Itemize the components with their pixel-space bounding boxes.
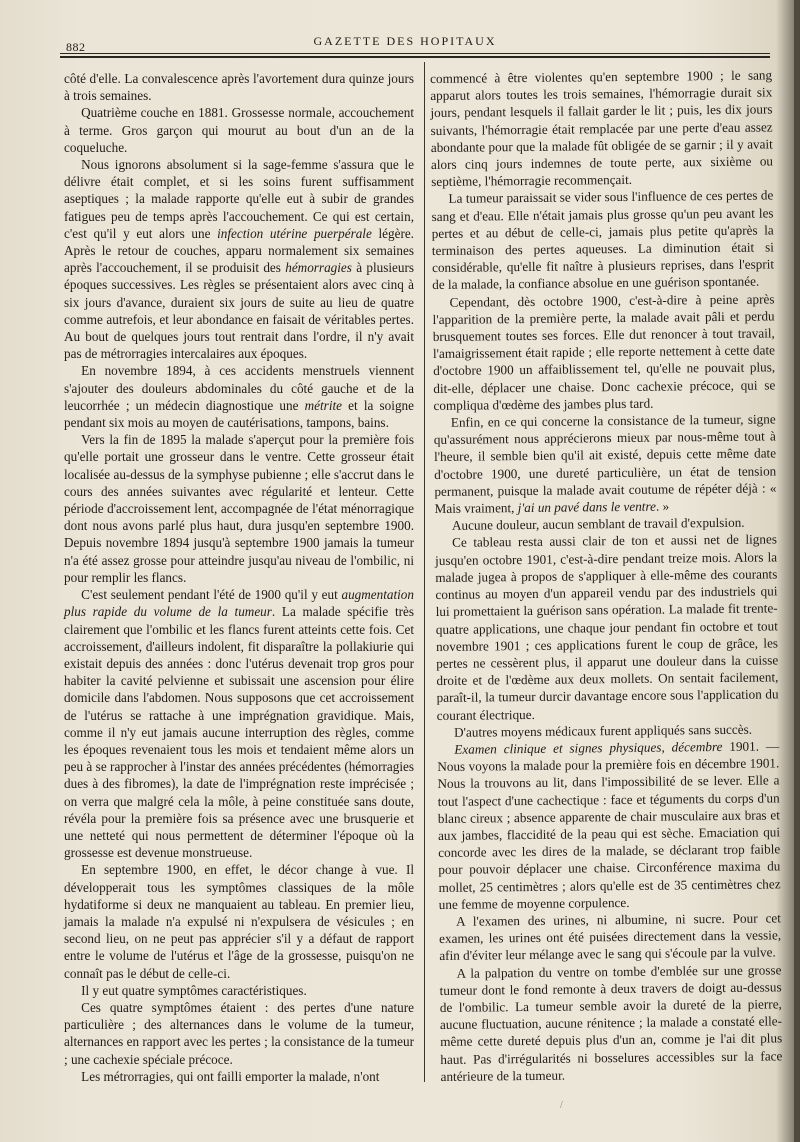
header-rule-thick — [60, 56, 770, 58]
running-title: GAZETTE DES HOPITAUX — [313, 34, 497, 48]
section-heading-italic: Examen clinique et signes physiques, décembre — [454, 738, 723, 757]
italic-term: infection utérine puerpérale — [217, 225, 372, 241]
paragraph: En novembre 1894, à ces accidents menstruels viennent s'ajouter des douleurs abdominales du côté gauche et de la leucorrhée ; un médecin diagnostique une métrite et la soigne pendant six mois au moyen de cautérisations, tampons, bains. — [64, 363, 414, 431]
italic-term: métrite — [304, 397, 342, 413]
paragraph: Quatrième couche en 1881. Grossesse normale, accouchement à terme. Gros garçon qui mourut au bout d'un an de la coqueluche. — [64, 105, 414, 155]
paragraph: Ces quatre symptômes étaient : des pertes d'une nature particulière ; des alternances dans le volume de la tumeur, alternances en rapport avec les pertes ; la consistance de la tumeur ; une cachexie spéciale précoce. — [64, 999, 414, 1067]
page-number: 882 — [66, 40, 86, 54]
paragraph: côté d'elle. La convalescence après l'avortement dura quinze jours à trois semaines. — [64, 71, 414, 104]
paragraph: Vers la fin de 1895 la malade s'aperçut pour la première fois qu'elle portait une grosseur dans le ventre. Cette grosseur était localisée au-dessus de la symphyse pubienne ; elle s'accrut dans le cours des années suivantes avec régularité et lenteur. Cette période d'accroissement lent, accompagnée de l'état ménorragique dont nous avons parlé plus haut, dura jusqu'en septembre 1900. Depuis novembre 1894 jusqu'à septembre 1900 jamais la tumeur n'a été assez grosse pour atteindre jusqu'au niveau de l'ombilic, ni pour remplir les flancs. — [64, 432, 414, 585]
paragraph: Cependant, dès octobre 1900, c'est-à-dire à peine après l'apparition de la première perte, la malade avait pâli et perdu brusquement toutes ses forces. Elle dut renoncer à tout travail, l'amaigrissement était rapide ; elle reporte nettement à cette date d'octobre 1900 un affaiblissement tel, qu'elle ne pouvait plus, dit-elle, déplacer une chaise. Donc cachexie précoce, qui se compliqua d'œdème des jambes plus tard. — [432, 291, 776, 413]
paragraph: Examen clinique et signes physiques, décembre 1901. — Nous voyons la malade pour la première fois en décembre 1901. Nous la trouvons au lit, dans l'impossibilité de se lever. Elle a tout l'aspect d'une cachectique : face et téguments du corps d'un blanc cireux ; absence apparente de chair musculaire aux bras et aux jambes, flaccidité de la peau qui est sèche. Emaciation qui concorde avec les dires de la malade, se déclarant trop faible pour pouvoir déplacer une chaise. Circonférence maxima du mollet, 25 centimètres ; alors qu'elle est de 35 centimètres chez une femme de moyenne corpulence. — [437, 738, 781, 912]
paragraph: La tumeur paraissait se vider sous l'influence de ces pertes de sang et d'eau. Elle n'était jamais plus grosse qu'un peu avant les pertes et au début de celle-ci, jamais plus petite qu'après la terminaison des pertes aqueuses. La diminution était si considérable, qu'elle fit naître à plusieurs reprises, dans l'esprit de la malade, la confiance absolue en une guérison spontanée. — [431, 187, 775, 293]
italic-term: augmentation plus rapide du volume de la tumeur — [64, 587, 414, 620]
italic-term: hémorragies — [285, 260, 352, 276]
left-column — [64, 70, 414, 1085]
italic-quote: j'ai un pavé dans le ventre — [517, 498, 657, 516]
header-rule-thin — [60, 53, 770, 54]
paragraph: Nous ignorons absolument si la sage-femme s'assura que le délivre était complet, et si les soins furent suffisamment aseptiques ; la malade rapporte qu'elle eut à subir de grandes fatigues peu de temps après l'accouchement. Ce qui est certain, c'est qu'il y eut alors une infection utérine puerpérale légère. Après le retour de couches, apparu normalement six semaines après l'accouchement, il se produisit des hémorragies à plusieurs époques successives. Les règles se présentaient alors avec cinq à six jours d'avance, duraient six jours de suite au lieu de quatre comme autrefois, et leur abondance en faisait de véritables pertes. Au bout de quelques jours tout rentrait dans l'ordre, il n'y avait pas de métrorragies intercalaires aux époques. — [64, 157, 414, 362]
paragraph: Enfin, en ce qui concerne la consistance de la tumeur, signe qu'assurément nous apprécierons mieux par nous-même tout à l'heure, il semble bien qu'il ait existé, depuis cette même date d'octobre 1900, une dureté particulière, un état de tension permanent, puisque la malade avait coutume de répéter déjà : « Mais vraiment, j'ai un pavé dans le ventre. » — [433, 411, 777, 517]
column-divider — [424, 62, 425, 1082]
paragraph: Les métrorragies, qui ont failli emporter la malade, n'ont — [81, 1068, 380, 1084]
paragraph: D'autres moyens médicaux furent appliqués sans succès. — [454, 721, 753, 740]
paragraph: Aucune douleur, aucun semblant de travail d'expulsion. — [451, 515, 745, 534]
paragraph: Il y eut quatre symptômes caractéristiques. — [81, 982, 307, 998]
paragraph: A la palpation du ventre on tombe d'emblée sur une grosse tumeur dont le fond remonte à deux travers de doigt au-dessus de l'ombilic. La tumeur semble avoir la dureté de la pierre, aucune fluctuation, aucune rénitence ; la malade a constaté elle-même cette dureté depuis plus d'un an, comme je l'ai dit plus haut. Pas d'irrégularités ni bosselures accessibles sur la face antérieure de la tumeur. — [439, 961, 783, 1084]
paragraph: Ce tableau resta aussi clair de ton et aussi net de lignes jusqu'en octobre 1901, c'est-à-dire pendant treize mois. Alors la malade jugea à propos de s'appliquer à elle-même des courants continus au moyen d'un appareil vendu par des industriels qui lui promettaient la guérison sans opération. La malade fit trente-quatre applications, une chaque jour pendant fin octobre et tout novembre 1901 ; ces applications furent le coup de grâce, les pertes ne cessèrent plus, il apparut une douleur dans la cuisse droite et de l'œdème aux deux mollets. On sentait facilement, paraît-il, la tumeur durcir davantage encore sous l'application du courant électrique. — [435, 531, 779, 723]
paragraph: En septembre 1900, en effet, le décor change à vue. Il développerait tous les symptômes classiques de la môle hydatiforme si deux ne manquaient au tableau. En premier lieu, jamais la malade n'a expulsé ni n'expulsera de vésicules ; en second lieu, on ne peut pas apprécier s'il y a défaut de rapport entre le volume de l'utérus et l'âge de la grossesse, puisqu'on ne connaît pas le début de celle-ci. — [64, 862, 414, 981]
paragraph: A l'examen des urines, ni albumine, ni sucre. Pour cet examen, les urines ont été puisées directement dans la vessie, afin d'éviter leur mélange avec le sang qui s'écoule par la vulve. — [439, 910, 782, 964]
right-column — [430, 66, 783, 1085]
paragraph: commencé à être violentes qu'en septembre 1900 ; le sang apparut alors toutes les trois semaines, l'hémorragie durait six jours, pendant lesquels il fallait garder le lit ; puis, les dix jours suivants, l'hémorragie était remplacée par une perte d'eau assez abondante pour que la malade fût obligée de se garnir ; il y avait alors cinq jours indemnes de toute perte, aux sixième ou septième, l'hémorragie recommençait. — [430, 67, 774, 190]
page-edge-shadow — [794, 0, 800, 1142]
paragraph: C'est seulement pendant l'été de 1900 qu'il y eut augmentation plus rapide du volume de la tumeur. La malade spécifie très clairement que l'ombilic et les flancs furent atteints cette fois. Cet accroissement, d'ailleurs indolent, fit disparaître la pollakiurie qui existait depuis des années : donc l'utérus devenait trop gros pour habiter la cavité pelvienne et subissait une ascension pour élire domicile dans l'abdomen. Nous supposons que cet accroissement de l'utérus se rattache à une imprégnation gravidique. Mais, comme il n'y eut jamais aucune interruption des règles, comme les époques revenaient tous les mois et tendaient même alors un peu à se rapprocher à l'instar des années précédentes (hémorragies dues à des fibromes), la date de l'imprégnation reste imprécisée ; on verra que malgré cela la môle, à peine constituée sans doute, révéla pour la première fois sa présence avec une brusquerie et une netteté qui nous permettent de déterminer l'époque où la grossesse est devenue monstrueuse. — [64, 587, 415, 861]
stray-mark: / — [560, 1100, 563, 1111]
